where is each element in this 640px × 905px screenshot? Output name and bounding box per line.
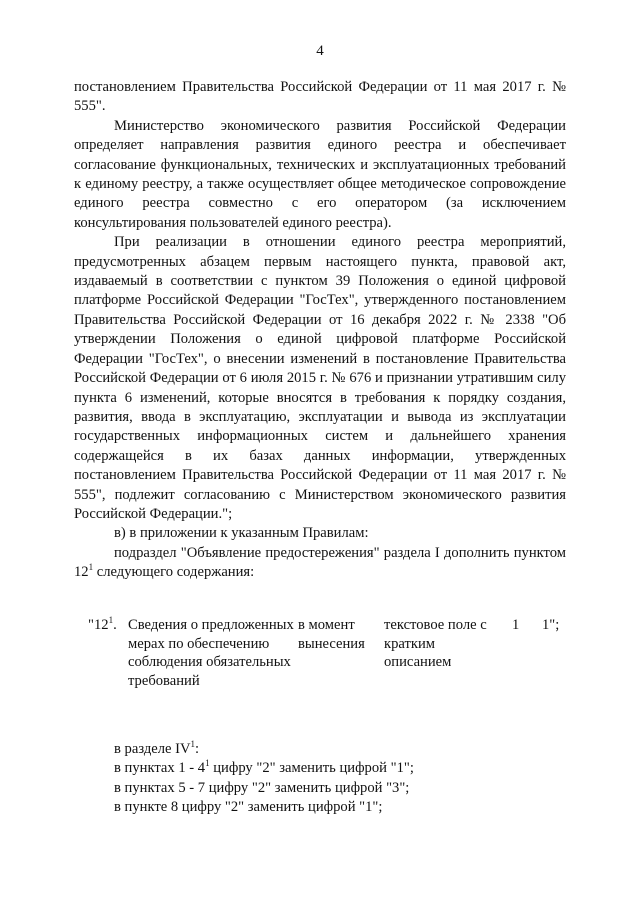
amendment-items-1-4 [114,759,564,778]
paragraph-continuation: постановлением Правительства Российской Федерации от 11 мая 2017 г. № 555". [74,79,566,115]
paragraph-ministry-role: Министерство экономического развития Российской Федерации определяет направления развития единого реестра и обеспечивает согласование функциональных, технических и эксплуатационных требований к единому реестру, а также осуществляет общее методическое сопровождение единого реестра совместно с его оператором (за исключением консультирования пользователей единого реестра). [74,117,566,231]
amendment-items-5-7: в пунктах 5 - 7 цифру "2" заменить цифрой "3"; [114,779,410,796]
page-number: 4 [316,43,324,59]
paragraph-appendix [74,524,566,543]
document-body [74,78,566,583]
row-type-cell: текстовое поле с кратким описанием [384,617,487,671]
row-col-b-value: 1 [542,617,550,633]
amendment-section-iv-colon: : [195,741,200,757]
row-when-cell: в момент вынесения [298,617,365,652]
row-number-prefix: "12 [88,617,109,633]
amendment-section-iv-text: в разделе IV [114,741,191,757]
row-number-cell [88,616,126,635]
paragraph-subsection [74,544,566,583]
amendment-list [114,740,564,818]
amendment-item-8: в пункте 8 цифру "2" заменить цифрой "1"; [114,799,383,816]
row-col-b-cell [542,616,568,635]
subsection-superscript: 1 [88,562,94,573]
amendment-section-iv-superscript: 1 [190,739,196,750]
amendment-items-1-4-after: цифру "2" заменить цифрой "1"; [209,760,414,777]
row-description-cell: Сведения о предложенных мерах по обеспечению соблюдения обязательных требований [128,617,294,689]
row-col-a-cell: 1 [512,617,520,633]
row-col-b-suffix: "; [549,617,560,633]
amendment-section-iv [114,740,564,759]
paragraph-legal-act: При реализации в отношении единого реестра мероприятий, предусмотренных абзацем первым настоящего пункта, правовой акт, издаваемый в соответствии с пунктом 39 Положения о единой цифровой платформе Российской Федерации "ГосТех", утвержденного постановлением Правительства Российской Федерации от 16 декабря 2022 г. № 2338 "Об утверждении Положения о единой цифровой платформе Российской Федерации "ГосТех", о внесении изменений в постановление Правительства Российской Федерации от 6 июля 2015 г. № 676 и признании утратившим силу пункта 6 изменений, которые вносятся в требования к порядку создания, развития, ввода в эксплуатацию, эксплуатации и вывода из эксплуатации государственных информационных систем и дальнейшего хранения содержащейся в их базах данных информации, утвержденных постановлением Правительства Российской Федерации от 11 мая 2017 г. № 555", подлежит согласованию с Министерством экономического развития Российской Федерации."; [74,234,566,522]
subsection-text-before: подраздел "Объявление предостережения" раздела I дополнить пунктом 12 [74,544,566,581]
amendment-items-1-4-superscript: 1 [205,758,210,769]
subsection-text-after: следующего содержания: [93,564,255,581]
amendment-items-1-4-before: в пунктах 1 - 4 [114,760,206,777]
appendix-text: в) в приложении к указанным Правилам: [114,525,369,542]
row-number-suffix: . [113,617,117,633]
row-number-superscript: 1 [108,615,114,626]
